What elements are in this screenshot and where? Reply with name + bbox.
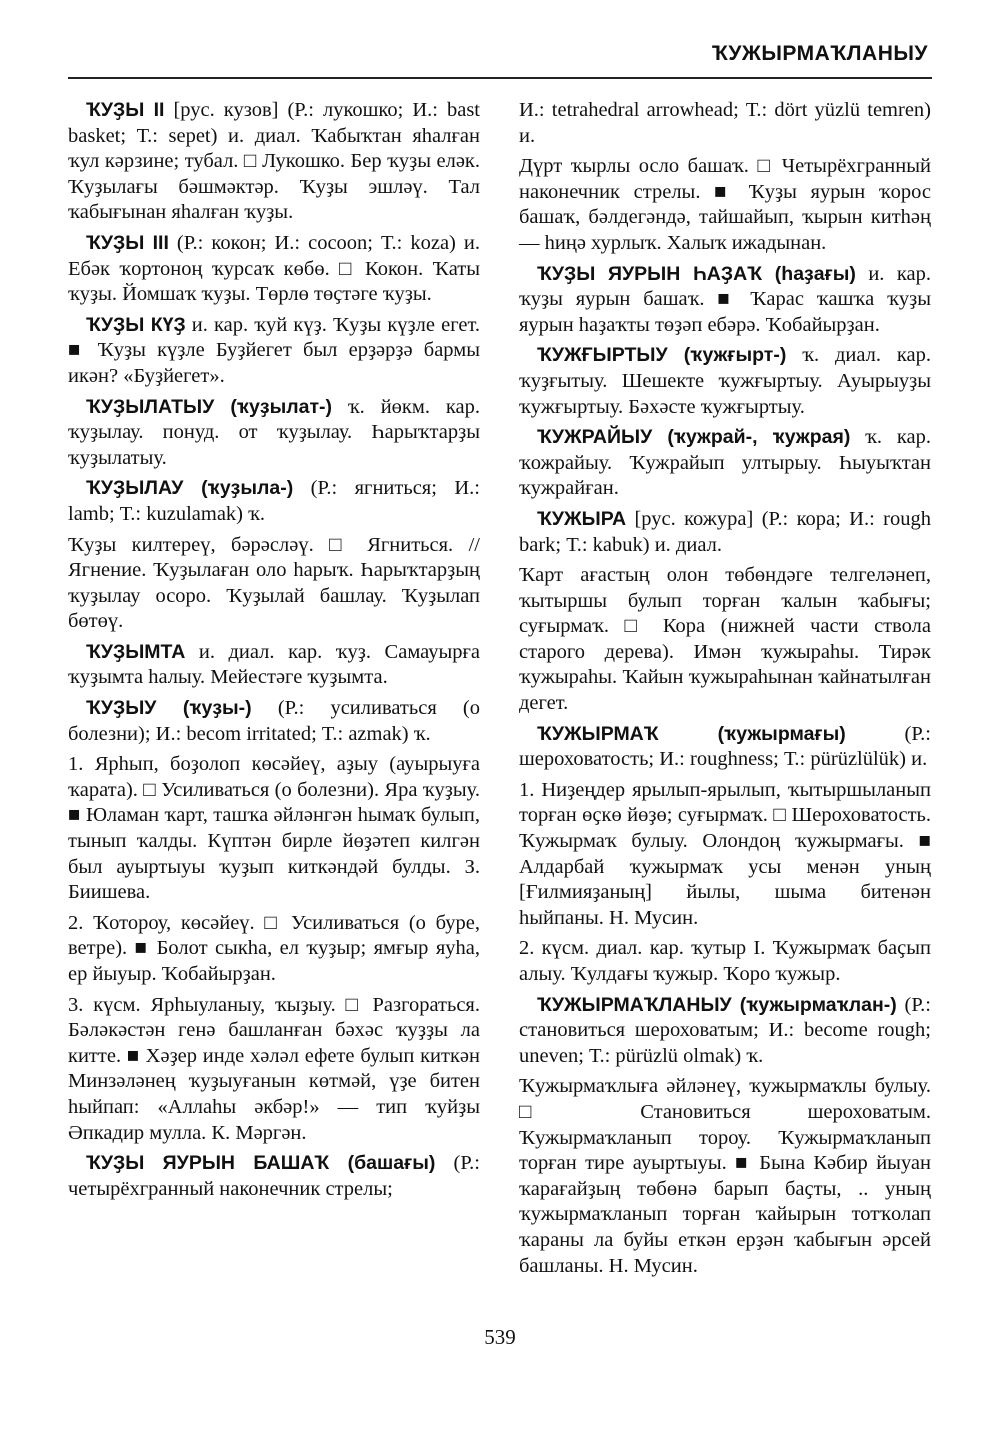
entry-paragraph xyxy=(519,154,931,256)
entry-headword: ҠУЖРАЙЫУ (ҡужрай-, ҡужрая) xyxy=(537,426,851,449)
running-head: ҠУЖЫРМАҠЛАНЫУ xyxy=(711,42,928,65)
right-column xyxy=(519,98,931,1284)
entry-body: [рус. кузов] (Р.: лукошко; И.: bast basket; Т.: sepet) и. диал. Ҡабыҡтан яһалған ҡул кәрзине; тубал. □ Лукошко. Бер ҡуҙы еләк. Ҡуҙылағы бәшмәктәр. Ҡуҙы эшләү. Тал ҡабығынан яһалған ҡуҙы. xyxy=(68,99,480,224)
entry-paragraph xyxy=(68,911,480,988)
entry-paragraph xyxy=(68,993,480,1147)
entry-paragraph xyxy=(68,533,480,635)
entry-body: Ҡарт ағастың олон төбөндәге телгеләнеп, ҡытыршы булып торған ҡалын ҡабығы; суғырмаҡ. □ Кора (нижней части ствола старого дерева). Имән ҡужыраһы. Тирәк ҡужыраһы. Ҡайын ҡужыраһынан ҡайнатылған дегет. xyxy=(519,564,931,715)
entry-headword: ҠУҘЫУ (ҡуҙы-) xyxy=(86,697,252,720)
entry-headword: ҠУҘЫ ЯУРЫН БАШАҠ (башағы) xyxy=(86,1152,436,1175)
entry-body: ҡ. кар. ҡожрайыу. Ҡужрайып ултырыу. Һыуыҡтан ҡужрайған. xyxy=(519,426,931,500)
entry-headword: ҠУҘЫ КҮҘ xyxy=(86,313,186,336)
entry-paragraph xyxy=(519,778,931,932)
entry-body: Ҡуҙы килтереү, бәрәсләү. □ Ягниться. // Ягнение. Ҡуҙылаған оло һарыҡ. Һарыҡтарҙың ҡуҙылау осоро. Ҡуҙылай башлау. Ҡуҙылап бөтөү. xyxy=(68,533,480,633)
dictionary-entry xyxy=(519,262,931,339)
entry-paragraph xyxy=(519,936,931,987)
page-number: 539 xyxy=(484,1325,516,1349)
entry-body: Дүрт ҡырлы осло башаҡ. □ Четырёхгранный наконечник стрелы. ■ Ҡуҙы яурын ҡорос башаҡ, бәлдегәндә, тайшайып, ҡырын китһәң — һиңә хурлыҡ. Халыҡ ижадынан. xyxy=(519,155,931,254)
entry-headword: ҠУҘЫМТА xyxy=(86,640,186,663)
entry-headword: ҠУЖЫРА xyxy=(537,507,627,530)
header-rule xyxy=(68,77,932,79)
dictionary-entry xyxy=(68,98,480,226)
dictionary-entry xyxy=(68,640,480,691)
entry-paragraph xyxy=(519,98,931,149)
dictionary-entry xyxy=(68,476,480,527)
entry-headword: ҠУҘЫЛАУ (ҡуҙыла-) xyxy=(86,477,294,500)
dictionary-entry xyxy=(519,425,931,502)
entry-body: 1. Ниҙеңдер ярылып-ярылып, ҡытыршыланып торған өҫкө йөҙө; суғырмаҡ. □ Шероховатость. Ҡужырмаҡ булыу. Олондоң ҡужырмағы. ■ Алдарбай ҡужырмаҡ усы менән уның [Ғилмияҙаның] йылы, шыма битенән һыйпаны. Н. Мусин. xyxy=(519,778,931,929)
entry-body: (Р.: кокон; И.: cocoon; Т.: koza) и. Ебәк ҡортоноң ҡурсаҡ көбө. □ Кокон. Ҡаты ҡуҙы. Йомшаҡ ҡуҙы. Төрлө төҫтәге ҡуҙы. xyxy=(68,231,480,306)
entry-body: ҡ. йөкм. кар. ҡуҙылау. понуд. от ҡуҙылау. Һарыҡтарҙы ҡуҙылатыу. xyxy=(68,395,481,469)
entry-body: 1. Ярһып, боҙолоп көсәйеү, аҙыу (ауырыуға ҡарата). □ Усиливаться (о болезни). Яра ҡуҙыу. ■ Юламан ҡарт, ташҡа әйләнгән һымаҡ булып, тынып ҡалды. Күптән бирле йөҙәтеп килгән был ауыртыуы ҡуҙып киткәндәй булды. З. Биишева. xyxy=(68,753,480,904)
entry-body: (Р.: усиливаться (о болезни); И.: becom irritated; Т.: azmak) ҡ. xyxy=(68,697,480,745)
dictionary-entry xyxy=(519,343,931,420)
entry-headword: ҠУЖЫРМАҠ (ҡужырмағы) xyxy=(537,722,846,745)
entry-body: и. кар. ҡуҙы яурын башаҡ. ■ Ҡарас ҡашҡа ҡуҙы яурын һаҙаҡты төҙәп ебәрә. Ҡобайырҙан. xyxy=(519,262,931,336)
dictionary-entry xyxy=(68,395,480,472)
entry-paragraph xyxy=(519,1074,931,1279)
entry-body: ҡ. диал. кар. ҡуҙғытыу. Шешекте ҡужғыртыу. Ауырыуҙы ҡужғыртыу. Бәхәсте ҡужғыртыу. xyxy=(519,344,931,418)
entry-body: [рус. кожура] (Р.: кора; И.: rough bark; Т.: kabuk) и. диал. xyxy=(519,507,931,556)
entry-body: Ҡужырмаҡлыға әйләнеү, ҡужырмаҡлы булыу. □ Становиться шероховатым. Ҡужырмаҡланып тороу. Ҡужырмаҡланып торған тире ауыртыуы. ■ Бына Кәбир йыуан ҡарағайҙың төбөнә барып баҫты, .. уның ҡужырмаҡланып торған ҡайырын тотҡолап ҡараны ла буйы еткән ерҙән ҡабығын әрсей башланы. Н. Мусин. xyxy=(519,1075,931,1277)
entry-headword: ҠУҘЫ II xyxy=(86,99,165,121)
entry-headword: ҠУҘЫЛАТЫУ (ҡуҙылат-) xyxy=(86,395,333,418)
entry-body: и. диал. кар. ҡуҙ. Самауырға ҡуҙымта һалыу. Мейестәге ҡуҙымта. xyxy=(68,640,480,689)
entry-body: (Р.: шероховатость; И.: roughness; Т.: pürüzlülük) и. xyxy=(519,722,931,771)
entry-body: И.: tetrahedral arrowhead; Т.: dört yüzlü temren) и. xyxy=(519,99,931,147)
entry-body: 2. Ҡотороу, көсәйеү. □ Усиливаться (о буре, ветре). ■ Болот сыкһа, ел ҡуҙыр; ямғыр яуһа, ер йыуыр. Ҡобайырҙан. xyxy=(68,911,480,985)
entry-headword: ҠУҘЫ ЯУРЫН ҺАҘАҠ (һаҙағы) xyxy=(537,262,856,285)
dictionary-entry xyxy=(519,507,931,558)
dictionary-entry xyxy=(68,313,480,390)
entry-paragraph xyxy=(519,563,931,717)
entry-body: (Р.: становиться шероховатым; И.: become rough; uneven; Т.: pürüzlü olmak) ҡ. xyxy=(519,993,931,1067)
dictionary-entry xyxy=(68,696,480,747)
dictionary-entry xyxy=(519,993,931,1070)
entry-headword: ҠУЖЫРМАҠЛАНЫУ (ҡужырмаҡлан-) xyxy=(537,993,897,1016)
dictionary-entry xyxy=(68,231,480,308)
entry-headword: ҠУҘЫ III xyxy=(86,231,169,254)
entry-body: (Р.: четырёхгранный наконечник стрелы; xyxy=(68,1152,480,1200)
entry-body: 2. күсм. диал. кар. ҡутыр I. Ҡужырмаҡ баҫып алыу. Ҡулдағы ҡужыр. Ҡоро ҡужыр. xyxy=(519,937,931,985)
entry-paragraph xyxy=(68,752,480,906)
left-column xyxy=(68,98,480,1207)
dictionary-entry xyxy=(68,1151,480,1202)
entry-body: 3. күсм. Ярһыуланыу, ҡыҙыу. □ Разгораться. Бәләкәстән генә башланған бәхәс ҡуҙҙы ла китте. ■ Хәҙер инде хәләл ефете булып киткән Минзәләнең ҡуҙыуғанын көтмәй, үҙе битен һыйпап: «Аллаһы әкбәр!» — тип ҡуйҙы Әпкадир мулла. К. Мәргән. xyxy=(68,993,480,1144)
dictionary-entry xyxy=(519,722,931,773)
entry-headword: ҠУЖҒЫРТЫУ (ҡужғырт-) xyxy=(537,344,787,367)
entry-body: и. кар. ҡуй күҙ. Ҡуҙы күҙле егет. ■ Ҡуҙы күҙле Буҙйегет был ерҙәрҙә бармы икән? «Буҙйегет». xyxy=(68,313,480,387)
entry-body: (Р.: ягниться; И.: lamb; Т.: kuzulamak) ҡ. xyxy=(68,477,481,525)
